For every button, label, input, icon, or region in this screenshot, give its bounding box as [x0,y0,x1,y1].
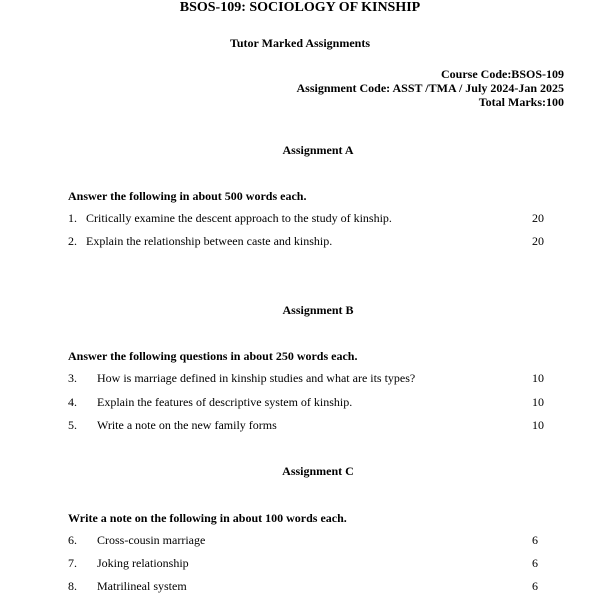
question-marks: 10 [532,395,544,409]
question-marks: 20 [532,234,544,248]
question-marks: 6 [532,556,538,570]
section-heading-c: Assignment C [282,464,354,478]
question-marks: 20 [532,211,544,225]
section-instruction-b: Answer the following questions in about 250 words each. [68,349,358,363]
section-heading-b: Assignment B [282,303,354,317]
document-subtitle: Tutor Marked Assignments [229,36,371,50]
question-text: Write a note on the new family forms [97,418,277,432]
document-title: BSOS-109: SOCIOLOGY OF KINSHIP [179,0,421,15]
question-number: 1. [68,211,77,225]
section-heading-a: Assignment A [282,143,354,157]
question-number: 8. [68,579,77,593]
question-number: 5. [68,418,77,432]
question-marks: 6 [532,533,538,547]
question-number: 7. [68,556,77,570]
question-marks: 6 [532,579,538,593]
question-text: Cross-cousin marriage [97,533,206,547]
course-code: Course Code:BSOS-109 [440,67,564,81]
question-number: 2. [68,234,77,248]
question-text: Joking relationship [97,556,189,570]
question-marks: 10 [532,371,544,385]
question-number: 4. [68,395,77,409]
question-text: Matrilineal system [97,579,187,593]
question-text: Explain the features of descriptive system of kinship. [97,395,353,409]
question-text: Critically examine the descent approach to the study of kinship. [86,211,392,225]
question-number: 6. [68,533,77,547]
assignment-code: Assignment Code: ASST /TMA / July 2024-Jan 2025 [296,81,564,95]
question-marks: 10 [532,418,544,432]
question-text: How is marriage defined in kinship studies and what are its types? [97,371,416,385]
question-text: Explain the relationship between caste and kinship. [86,234,333,248]
section-instruction-a: Answer the following in about 500 words each. [68,189,307,203]
section-instruction-c: Write a note on the following in about 100 words each. [68,511,347,525]
total-marks: Total Marks:100 [478,95,564,109]
question-number: 3. [68,371,77,385]
